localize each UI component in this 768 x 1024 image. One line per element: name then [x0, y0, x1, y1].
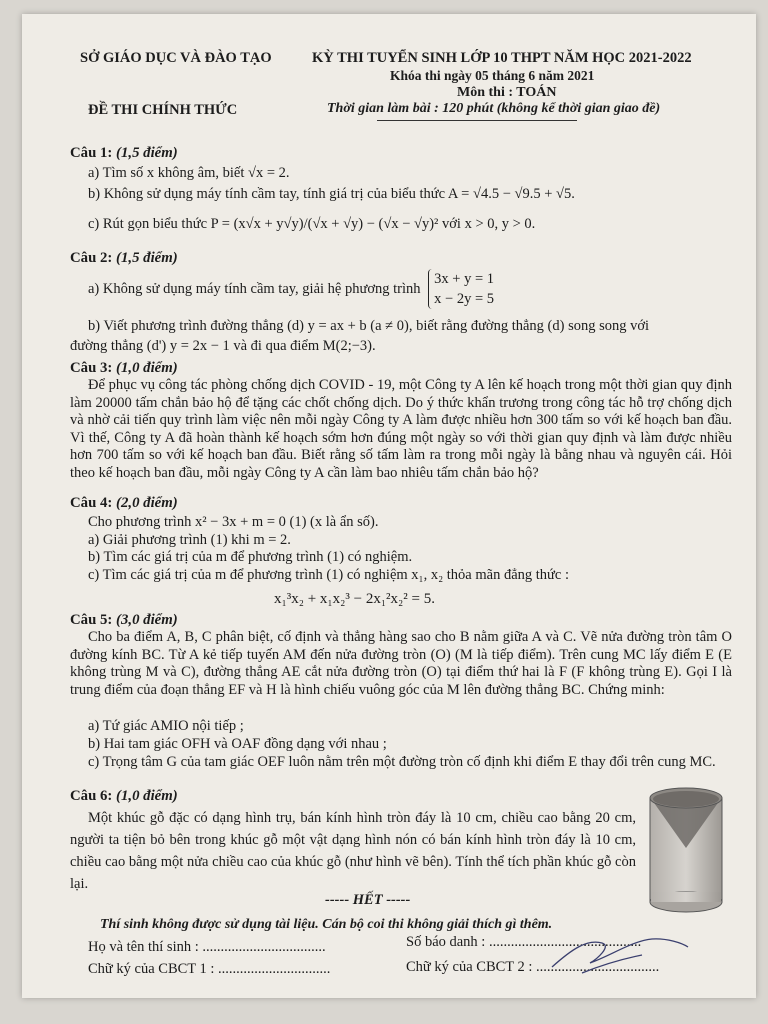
equation-system	[428, 269, 494, 309]
exam-paper	[22, 14, 756, 998]
q2-part-b-line1-text: b) Viết phương trình đường thẳng (d) y = ax + b (a ≠ 0), biết rằng đường thẳng (d) song song với	[88, 318, 650, 334]
q5-part-c: c) Trọng tâm G của tam giác OEF luôn nằm trên một đường tròn cố định khi điểm E thay đổi trên cung MC.	[88, 754, 716, 770]
header-underline	[377, 120, 577, 121]
candidate-id-field: Số báo danh : ..........................................	[406, 934, 642, 950]
q5-part-a: a) Tứ giác AMIO nội tiếp ;	[88, 718, 244, 734]
q4-intro: Cho phương trình x² − 3x + m = 0 (1) (x là ẩn số).	[88, 514, 379, 530]
question-2-title: Câu 2: (1,5 điểm)	[70, 250, 178, 266]
official-label: ĐỀ THI CHÍNH THỨC	[88, 102, 238, 118]
q1-part-c: c) Rút gọn biểu thức P = (x√x + y√y)/(√x + √y) − (√x − √y)² với x > 0, y > 0.	[88, 216, 536, 232]
proctor-2-signature-field: Chữ ký của CBCT 2 : ..................................	[406, 959, 660, 975]
department-name: SỞ GIÁO DỤC VÀ ĐÀO TẠO	[80, 50, 272, 66]
footer-note: Thí sinh không được sử dụng tài liệu. Cán bộ coi thi không giải thích gì thêm.	[100, 917, 553, 932]
q2-part-a-text: a) Không sử dụng máy tính cầm tay, giải hệ phương trình	[88, 280, 421, 297]
candidate-name-field: Họ và tên thí sinh : ..................................	[88, 939, 326, 955]
equation-1: 3x + y = 1	[434, 271, 495, 287]
exam-date: Khóa thi ngày 05 tháng 6 năm 2021	[390, 68, 595, 83]
question-1-title: Câu 1: (1,5 điểm)	[70, 145, 178, 161]
question-6-title: Câu 6: (1,0 điểm)	[70, 788, 178, 804]
q4-part-c: c) Tìm các giá trị của m để phương trình (1) có nghiệm x₁, x₂ thỏa mãn đẳng thức :	[88, 567, 569, 583]
exam-title: KỲ THI TUYỂN SINH LỚP 10 THPT NĂM HỌC 2021-2022	[312, 50, 692, 66]
handwritten-signature	[542, 929, 692, 979]
q4-part-a: a) Giải phương trình (1) khi m = 2.	[88, 532, 291, 548]
q2-part-a	[88, 269, 494, 309]
q3-text: Để phục vụ công tác phòng chống dịch COVID - 19, một Công ty A lên kế hoạch trong một thời gian quy định làm 20000 tấm chắn bảo hộ để tặng các chốt chống dịch. Do ý thức khẩn trương trong công tác hỗ trợ chống dịch và nhờ cải tiến quy trình làm việc nên mỗi ngày Công ty A làm được nhiều hơn 300 tấm so với kế hoạch ban đầu. Vì thế, Công ty A đã hoàn thành kế hoạch sớm hơn đúng một ngày so với thời gian quy định và làm được nhiều hơn 700 tấm so với kế hoạch ban đầu. Biết rằng số tấm làm ra trong mỗi ngày là bằng nhau và nguyên cái. Hỏi theo kế hoạch ban đầu, mỗi ngày Công ty A cần làm bao nhiêu tấm chắn bảo hộ?	[70, 377, 732, 481]
q4-formula: x₁³x₂ + x₁x₂³ − 2x₁²x₂² = 5.	[274, 591, 435, 607]
q2-part-b-line2: đường thẳng (d') y = 2x − 1 và đi qua điểm M(2;−3).	[70, 338, 376, 354]
end-marker: ----- HẾT -----	[325, 892, 411, 908]
duration: Thời gian làm bài : 120 phút (không kể thời gian giao đề)	[327, 101, 661, 116]
cylinder-bottom-mask	[651, 892, 721, 902]
subject: Môn thi : TOÁN	[457, 85, 557, 100]
question-3-title: Câu 3: (1,0 điểm)	[70, 360, 178, 376]
equation-2: x − 2y = 5	[434, 291, 495, 307]
cylinder-cone-figure	[646, 784, 726, 916]
q5-text: Cho ba điểm A, B, C phân biệt, cố định và thẳng hàng sao cho B nằm giữa A và C. Vẽ nửa đường tròn tâm O đường kính BC. Từ A kẻ tiếp tuyến AM đến nửa đường tròn (O) (M là tiếp điểm). Trên cung MC lấy điểm E (E không trùng M và C), đường thẳng AE cắt nửa đường tròn (O) tại điểm thứ hai là F (F không trùng E). Gọi I là trung điểm của đoạn thẳng EF và H là hình chiếu vuông góc của M lên đường thẳng BC. Chứng minh:	[70, 629, 732, 698]
proctor-1-signature-field: Chữ ký của CBCT 1 : ...............................	[88, 961, 331, 977]
q1-part-b: b) Không sử dụng máy tính cầm tay, tính giá trị của biểu thức A = √4.5 − √9.5 + √5.	[88, 186, 575, 202]
q5-part-b: b) Hai tam giác OFH và OAF đồng dạng với nhau ;	[88, 736, 387, 752]
cone-opening	[653, 791, 719, 807]
q6-text: Một khúc gỗ đặc có dạng hình trụ, bán kính hình tròn đáy là 10 cm, chiều cao bằng 20 cm, người ta tiện bỏ bên trong khúc gỗ một vật dạng hình nón có bán kính hình tròn đáy là 10 cm, chiều cao bằng một nửa chiều cao của khúc gỗ (như hình vẽ bên). Tính thể tích phần khúc gỗ còn lại.	[70, 810, 636, 892]
question-4-title: Câu 4: (2,0 điểm)	[70, 495, 178, 511]
q4-part-b: b) Tìm các giá trị của m để phương trình (1) có nghiệm.	[88, 549, 413, 565]
q1-part-a: a) Tìm số x không âm, biết √x = 2.	[88, 165, 290, 181]
question-5-title: Câu 5: (3,0 điểm)	[70, 612, 178, 628]
